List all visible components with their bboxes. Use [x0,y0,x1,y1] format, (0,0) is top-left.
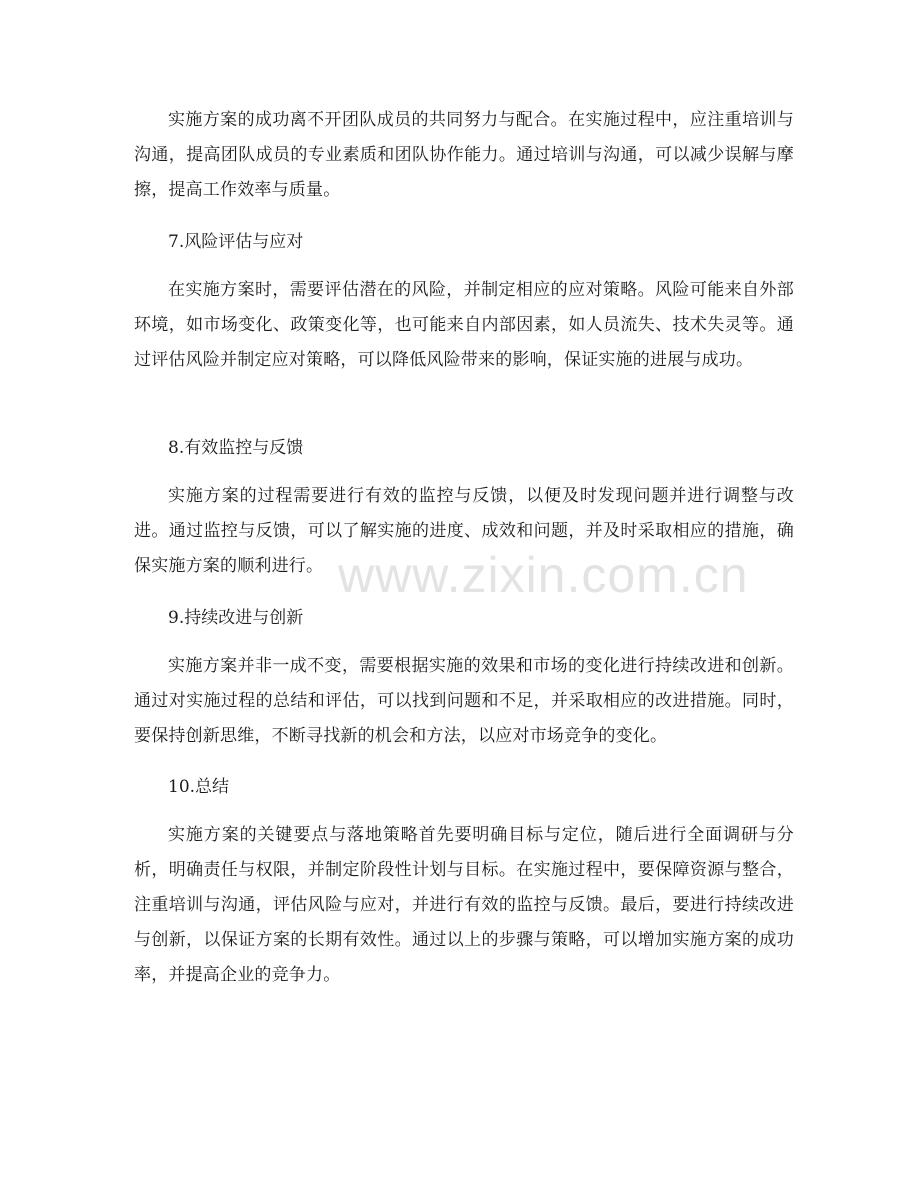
paragraph-risk-assessment: 在实施方案时，需要评估潜在的风险，并制定相应的应对策略。风险可能来自外部环境，如市场变化、政策变化等，也可能来自内部因素，如人员流失、技术失灵等。通过评估风险并制定应对策略，可以降低风险带来的影响，保证实施的进展与成功。 [134,280,794,370]
paragraph-summary: 实施方案的关键要点与落地策略首先要明确目标与定位，随后进行全面调研与分析，明确责任与权限，并制定阶段性计划与目标。在实施过程中，要保障资源与整合，注重培训与沟通，评估风险与应对，并进行有效的监控与反馈。最后，要进行持续改进与创新，以保证方案的长期有效性。通过以上的步骤与策略，可以增加实施方案的成功率，并提高企业的竞争力。 [134,825,794,985]
paragraph-continuous-improvement: 实施方案并非一成不变，需要根据实施的效果和市场的变化进行持续改进和创新。通过对实施过程的总结和评估，可以找到问题和不足，并采取相应的改进措施。同时，要保持创新思维，不断寻找新的机会和方法，以应对市场竞争的变化。 [134,656,794,746]
heading-risk-assessment: 7.风险评估与应对 [168,232,304,252]
watermark-text: www.zixin.com.cn [338,547,749,603]
heading-summary: 10.总结 [168,777,230,797]
paragraph-monitoring-feedback: 实施方案的过程需要进行有效的监控与反馈，以便及时发现问题并进行调整与改进。通过监控与反馈，可以了解实施的进度、成效和问题，并及时采取相应的措施，确保实施方案的顺利进行。 [134,486,794,576]
paragraph-team-collaboration: 实施方案的成功离不开团队成员的共同努力与配合。在实施过程中，应注重培训与沟通，提高团队成员的专业素质和团队协作能力。通过培训与沟通，可以减少误解与摩擦，提高工作效率与质量。 [134,110,794,200]
heading-continuous-improvement: 9.持续改进与创新 [168,608,304,628]
heading-monitoring-feedback: 8.有效监控与反馈 [168,438,304,458]
